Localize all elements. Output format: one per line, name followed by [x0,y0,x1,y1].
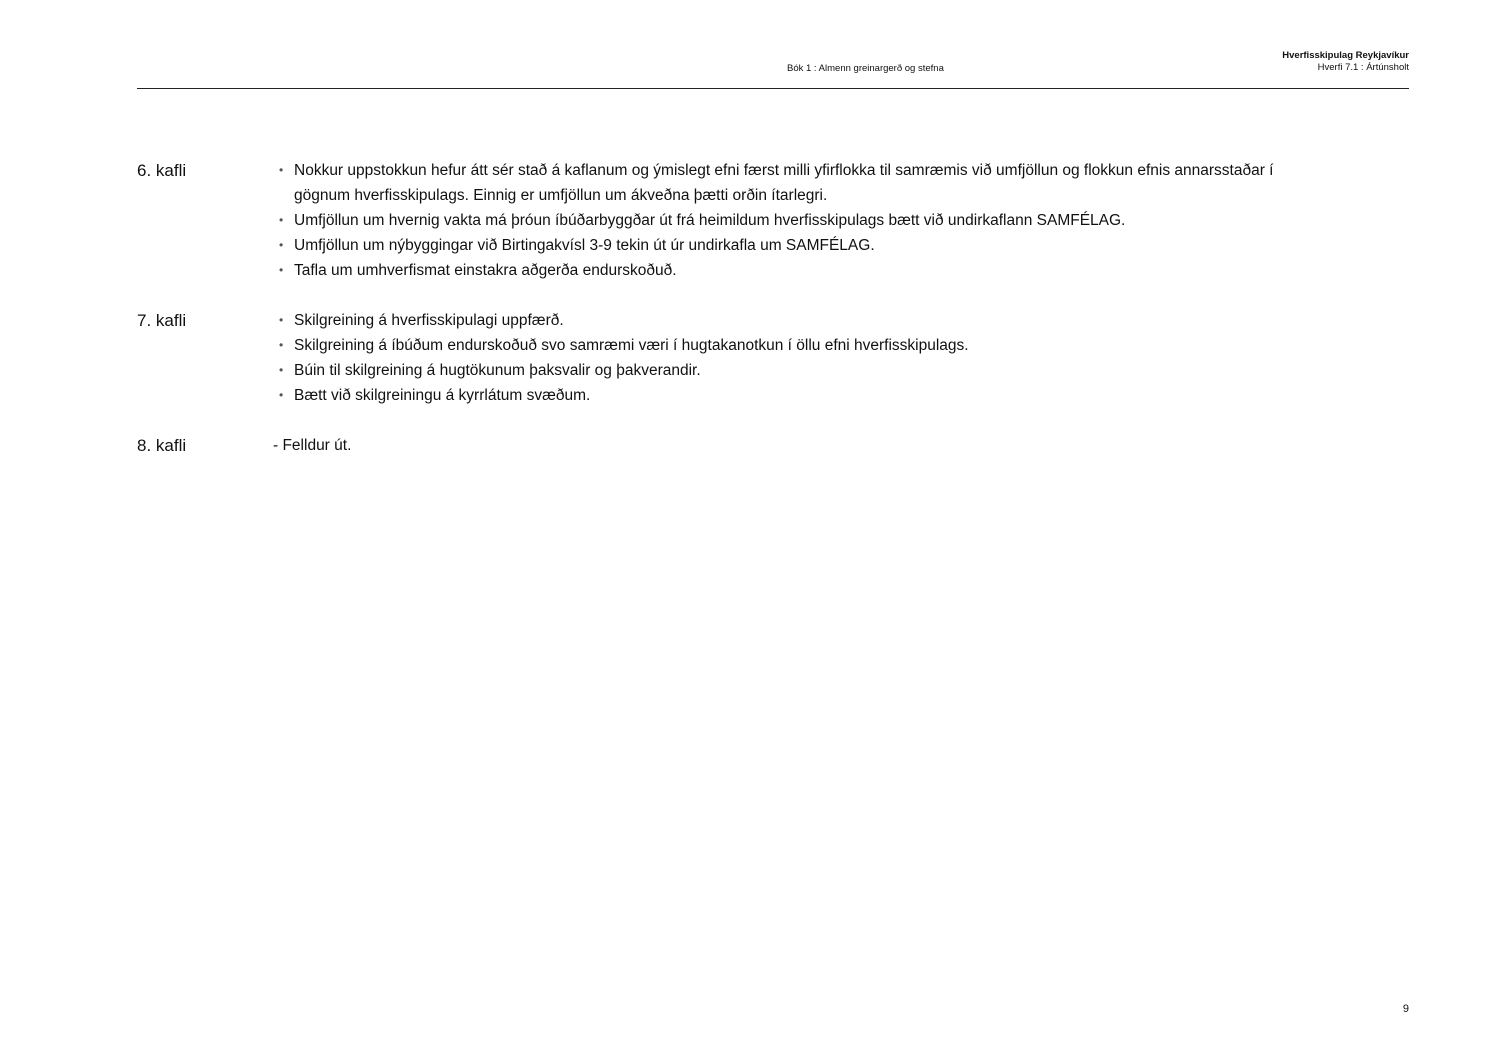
bullet-icon: • [279,213,284,227]
list-item [277,258,1277,283]
list-item [277,158,1277,208]
chapter-label: 8. kafli [137,436,187,455]
bullet-icon: • [279,263,284,277]
chapter-note: - Felldur út. [273,437,352,454]
chapter-changes [137,158,1277,483]
bullet-list [277,308,1277,408]
list-item [277,233,1277,258]
list-item-text: Búin til skilgreining á hugtökunum þaksvalir og þakverandir. [294,362,701,379]
bullet-list [277,158,1277,283]
document-title: Hverfisskipulag Reykjavíkur [1282,50,1409,61]
list-item-text: Skilgreining á íbúðum endurskoðuð svo samræmi væri í hugtakanotkun í öllu efni hverfisskipulags. [294,337,969,354]
page-header [137,0,1409,90]
bullet-icon: • [279,163,284,177]
list-item [277,383,1277,408]
chapter-label: 7. kafli [137,311,187,330]
bullet-icon: • [279,238,284,252]
list-item-text: Umfjöllun um nýbyggingar við Birtingakvísl 3-9 tekin út úr undirkafla um SAMFÉLAG. [294,237,875,254]
bullet-icon: • [279,363,284,377]
chapter-8-section [137,433,1277,458]
bullet-icon: • [279,338,284,352]
header-divider [137,88,1409,89]
page-number: 9 [1402,1003,1409,1015]
list-item-text: Skilgreining á hverfisskipulagi uppfærð. [294,312,564,329]
list-item-text: Umfjöllun um hvernig vakta má þróun íbúðarbyggðar út frá heimildum hverfisskipulags bætt við undirkaflann SAMFÉLAG. [294,212,1126,229]
list-item-text: Bætt við skilgreiningu á kyrrlátum svæðum. [294,387,591,404]
bullet-icon: • [279,388,284,402]
book-label: Bók 1 : Almenn greinargerð og stefna [787,63,944,74]
bullet-icon: • [279,313,284,327]
chapter-6-section [137,158,1277,283]
list-item [277,358,1277,383]
list-item-text: Tafla um umhverfismat einstakra aðgerða endurskoðuð. [294,262,677,279]
list-item [277,333,1277,358]
header-right [1282,50,1409,74]
list-item [277,208,1277,233]
chapter-label: 6. kafli [137,161,187,180]
list-item-text: Nokkur uppstokkun hefur átt sér stað á kaflanum og ýmislegt efni færst milli yfirflokka til samræmis við umfjöllun og flokkun efnis annarsstaðar í gögnum hverfisskipulags. Einnig er umfjöllun um ákveðna þætti orðin ítarlegri. [294,162,1274,204]
document-subtitle: Hverfi 7.1 : Ártúnsholt [1317,62,1409,73]
list-item [277,308,1277,333]
chapter-7-section [137,308,1277,408]
